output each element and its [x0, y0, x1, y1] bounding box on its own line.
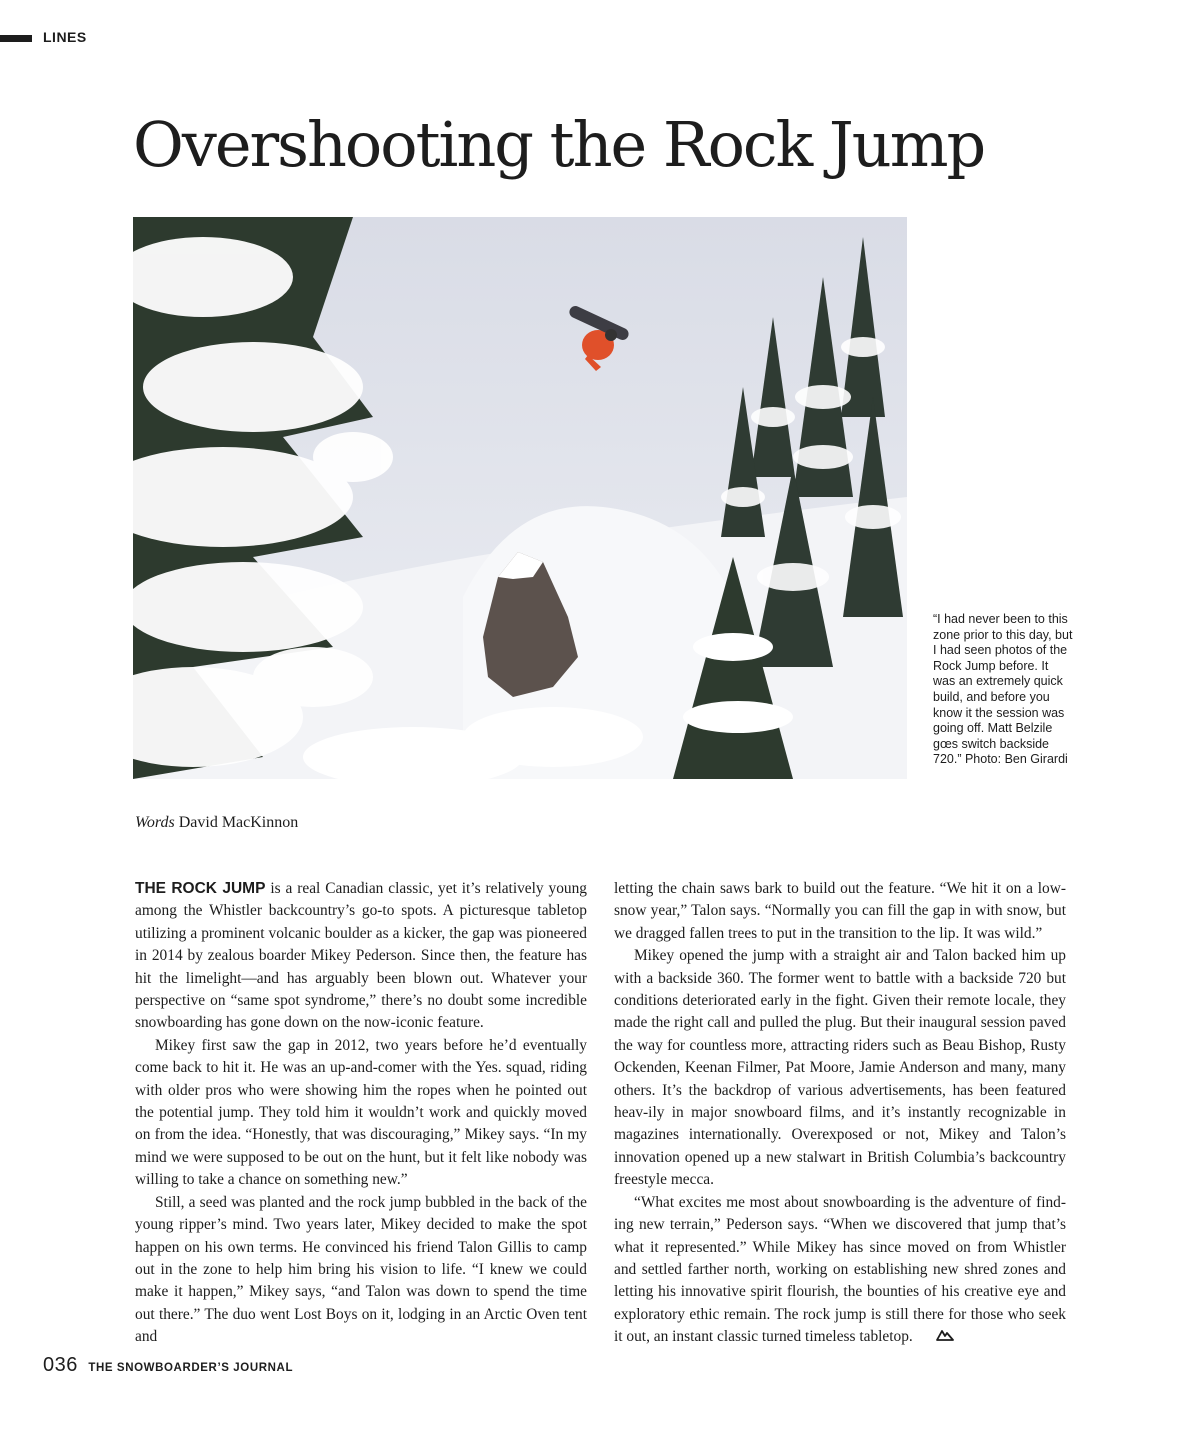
paragraph: Mikey opened the jump with a straight air and Talon backed him up with a backside 360. The former went to battle with a backside 720 but conditions deteriorated early in the fight. Given their remote locale, they made the right call and pulled the plug. But their inaugural session paved the way for countless more, attracting riders such as Beau Bishop, Rusty Ockenden, Keenan Filmer, Pat Moore, Jamie Anderson and many, many others. It’s the backdrop of various advertisements, has been featured heav-ily in major snowboard films, and it’s instantly recognizable in magazines internationally. Overexposed or not, Mikey and Talon’s innovation opened up a new stalwart in British Columbia’s backcountry freestyle mecca. [614, 947, 1066, 1189]
paragraph: letting the chain saws bark to build out the feature. “We hit it on a low-snow year,” Talon says. “Normally you can fill the gap in with snow, but we dragged fallen trees to put in the transition to the lip. It was wild.” [614, 880, 1066, 942]
page-number: 036 [43, 1354, 78, 1376]
paragraph: Still, a seed was planted and the rock jump bubbled in the back of the young ripper’s mind. Two years later, Mikey decided to make the spot happen on his own terms. He convinced his friend Talon Gillis to camp out in the zone to help him bring his vision to life. “I knew we could make it happen,” Mikey says, “and Talon was down to spend the time out there.” The duo went Lost Boys on it, lodging in an Arctic Oven tent and [135, 1193, 587, 1346]
byline-label: Words [135, 814, 175, 831]
paragraph-text: “What excites me most about snowboarding is the adventure of find-ing new terrain,” Pederson says. “When we discovered that jump that’s what it represented.” While Mikey has since moved on from Whistler and settled farther north, working on establishing new shred zones and letting his innovative spirit flourish, the bounties of his creative eye and exploratory ethic remain. The rock jump is still there for those who seek it out, an instant classic turned timeless tabletop. [614, 1193, 1066, 1346]
article-photo [133, 217, 907, 779]
section-marker-bar [0, 35, 32, 42]
article-column-left [135, 878, 587, 1349]
article-title: Overshooting the Rock Jump [133, 108, 985, 181]
article-column-right [614, 878, 1066, 1349]
photo-caption: “I had never been to this zone prior to this day, but I had seen photos of the Rock Jump before. It was an extremely quick build, and before you know it the session was going off. Matt Belzile gœs switch backside 720.” Photo: Ben Girardi [933, 612, 1073, 767]
lead-in: THE ROCK JUMP [135, 880, 266, 897]
paragraph [135, 878, 587, 1035]
paragraph-text: is a real Canadian classic, yet it’s relatively young among the Whistler backcountry’s go-to spots. A picturesque tabletop utilizing a prominent volcanic boulder as a kicker, the gap was pioneered in 2014 by zealous boarder Mikey Pederson. Since then, the feature has hit the limelight—and has arguably been blown out. Whatever your perspective on “same spot syndrome,” there’s no doubt some incredible snowboarding has gone down on the now-iconic feature. [135, 880, 587, 1032]
mountain-end-icon [916, 1326, 954, 1348]
page-footer [43, 1354, 293, 1377]
paragraph: Mikey first saw the gap in 2012, two years before he’d eventually come back to hit it. He was an up-and-comer with the Yes. squad, riding with older pros who were showing him the ropes when he pointed out the potential jump. They told him it wouldn’t work and quickly moved on from the idea. “Honestly, that was discouraging,” Mikey says. “In my mind we were supposed to be out on the hunt, but it felt like nobody was willing to take a chance on something new.” [135, 1036, 587, 1189]
section-label: LINES [43, 29, 87, 45]
snowboard-jump-illustration [133, 217, 907, 779]
byline-author: David MacKinnon [178, 814, 299, 831]
magazine-name: THE SNOWBOARDER’S JOURNAL [88, 1362, 294, 1374]
byline [135, 814, 298, 832]
paragraph [614, 1192, 1066, 1349]
